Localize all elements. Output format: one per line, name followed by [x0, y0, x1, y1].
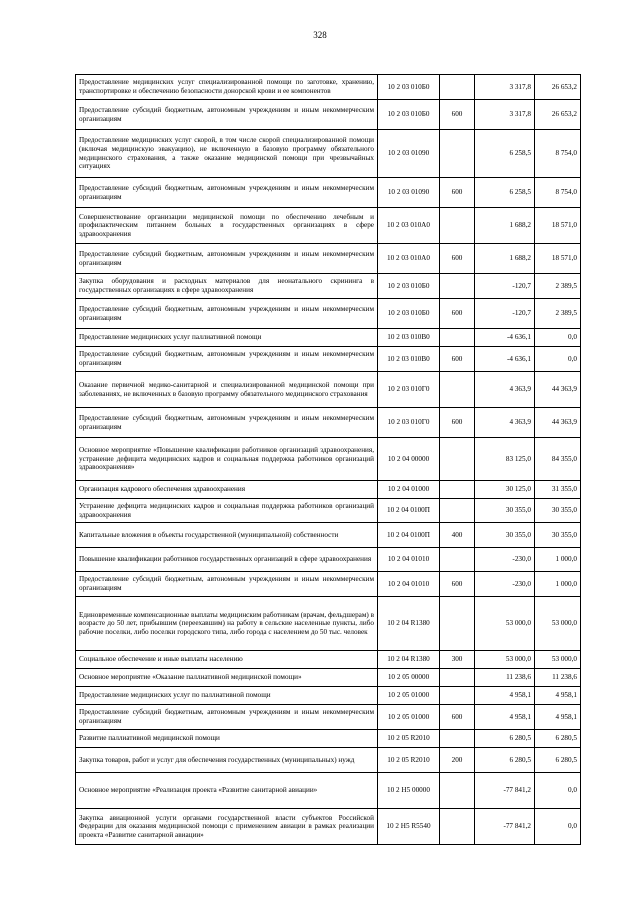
row-code-cell: 10 2 05 01000: [378, 705, 440, 730]
row-value1-cell: 83 125,0: [475, 438, 535, 481]
row-type-cell: 300: [440, 651, 475, 669]
table-row: [76, 299, 581, 329]
row-name-cell: Предоставление субсидий бюджетным, автономным учреждениям и иным некоммерческим организациям: [76, 244, 378, 274]
row-type-cell: [440, 730, 475, 748]
row-type-cell: [440, 773, 475, 809]
row-code-cell: 10 2 03 010В0: [378, 329, 440, 347]
row-type-cell: [440, 75, 475, 100]
table-row: [76, 572, 581, 597]
row-value2-cell: 18 571,0: [535, 208, 581, 244]
row-type-cell: 600: [440, 408, 475, 438]
row-value1-cell: 4 958,1: [475, 705, 535, 730]
row-code-cell: 10 2 05 R2010: [378, 748, 440, 773]
row-value2-cell: 44 363,9: [535, 372, 581, 408]
row-code-cell: 10 2 03 010Б0: [378, 299, 440, 329]
row-value2-cell: 84 355,0: [535, 438, 581, 481]
row-value1-cell: -4 636,1: [475, 347, 535, 372]
row-code-cell: 10 2 05 R2010: [378, 730, 440, 748]
row-name-cell: Развитие паллиативной медицинской помощи: [76, 730, 378, 748]
row-value1-cell: -120,7: [475, 274, 535, 299]
table-row: [76, 100, 581, 130]
table-row: [76, 669, 581, 687]
row-value2-cell: 2 389,5: [535, 274, 581, 299]
table-row: [76, 372, 581, 408]
row-value1-cell: 30 355,0: [475, 499, 535, 523]
table-row: [76, 481, 581, 499]
row-name-cell: Основное мероприятие «Реализация проекта «Развитие санитарной авиации»: [76, 773, 378, 809]
row-type-cell: 600: [440, 572, 475, 597]
row-code-cell: 10 2 Н5 R5540: [378, 809, 440, 845]
row-value1-cell: 6 258,5: [475, 130, 535, 178]
table-row: [76, 329, 581, 347]
row-type-cell: 600: [440, 178, 475, 208]
row-type-cell: 600: [440, 244, 475, 274]
row-code-cell: 10 2 04 00000: [378, 438, 440, 481]
row-name-cell: Повышение квалификации работников государственных организаций в сфере здравоохранения: [76, 548, 378, 572]
row-code-cell: 10 2 03 010Г0: [378, 408, 440, 438]
table-row: [76, 499, 581, 523]
row-value1-cell: 4 958,1: [475, 687, 535, 705]
row-code-cell: 10 2 03 010Б0: [378, 274, 440, 299]
table-row: [76, 687, 581, 705]
row-type-cell: [440, 274, 475, 299]
row-code-cell: 10 2 03 010В0: [378, 347, 440, 372]
row-value2-cell: 18 571,0: [535, 244, 581, 274]
row-value2-cell: 31 355,0: [535, 481, 581, 499]
page-number: 328: [313, 30, 327, 40]
row-value1-cell: 6 280,5: [475, 748, 535, 773]
row-type-cell: [440, 481, 475, 499]
row-type-cell: [440, 329, 475, 347]
row-code-cell: 10 2 03 010Б0: [378, 75, 440, 100]
row-type-cell: [440, 438, 475, 481]
row-value1-cell: 1 688,2: [475, 208, 535, 244]
row-code-cell: 10 2 04 01010: [378, 548, 440, 572]
row-type-cell: [440, 208, 475, 244]
row-value2-cell: 0,0: [535, 809, 581, 845]
row-name-cell: Предоставление субсидий бюджетным, автономным учреждениям и иным некоммерческим организациям: [76, 408, 378, 438]
row-value1-cell: -77 841,2: [475, 773, 535, 809]
row-code-cell: 10 2 03 010А0: [378, 244, 440, 274]
row-value1-cell: 30 355,0: [475, 523, 535, 548]
row-value1-cell: -4 636,1: [475, 329, 535, 347]
row-type-cell: 600: [440, 347, 475, 372]
row-value2-cell: 6 280,5: [535, 730, 581, 748]
budget-table: [75, 74, 581, 845]
row-type-cell: [440, 499, 475, 523]
row-type-cell: [440, 669, 475, 687]
row-type-cell: [440, 809, 475, 845]
row-value1-cell: -230,0: [475, 572, 535, 597]
row-type-cell: 400: [440, 523, 475, 548]
row-name-cell: Оказание первичной медико-санитарной и специализированной медицинской помощи при заболеваниях, не включенных в базовую программу обязательного медицинского страхования: [76, 372, 378, 408]
row-value1-cell: 3 317,8: [475, 100, 535, 130]
row-name-cell: Предоставление субсидий бюджетным, автономным учреждениям и иным некоммерческим организациям: [76, 178, 378, 208]
row-code-cell: 10 2 03 010А0: [378, 208, 440, 244]
table-row: [76, 523, 581, 548]
row-code-cell: 10 2 03 01090: [378, 130, 440, 178]
table-row: [76, 748, 581, 773]
row-value1-cell: 4 363,9: [475, 408, 535, 438]
row-code-cell: 10 2 04 R1380: [378, 597, 440, 651]
row-value2-cell: 0,0: [535, 347, 581, 372]
row-value2-cell: 26 653,2: [535, 100, 581, 130]
row-name-cell: Предоставление субсидий бюджетным, автономным учреждениям и иным некоммерческим организациям: [76, 705, 378, 730]
row-name-cell: Предоставление субсидий бюджетным, автономным учреждениям и иным некоммерческим организациям: [76, 100, 378, 130]
row-value1-cell: 53 000,0: [475, 597, 535, 651]
table-row: [76, 408, 581, 438]
row-name-cell: Предоставление медицинских услуг по паллиативной помощи: [76, 687, 378, 705]
row-name-cell: Социальное обеспечение и иные выплаты населению: [76, 651, 378, 669]
table-row: [76, 274, 581, 299]
row-value2-cell: 1 000,0: [535, 548, 581, 572]
row-value2-cell: 30 355,0: [535, 499, 581, 523]
row-name-cell: Предоставление субсидий бюджетным, автономным учреждениям и иным некоммерческим организациям: [76, 347, 378, 372]
row-value2-cell: 53 000,0: [535, 651, 581, 669]
row-name-cell: Капитальные вложения в объекты государственной (муниципальной) собственности: [76, 523, 378, 548]
table-row: [76, 178, 581, 208]
row-name-cell: Устранение дефицита медицинских кадров и социальная поддержка работников организаций здравоохранения: [76, 499, 378, 523]
row-name-cell: Совершенствование организации медицинской помощи по обеспечению лечебным и профилактическим питанием больных в государственных организациях в сфере здравоохранения: [76, 208, 378, 244]
row-value1-cell: 30 125,0: [475, 481, 535, 499]
row-value1-cell: 53 000,0: [475, 651, 535, 669]
row-value1-cell: 11 238,6: [475, 669, 535, 687]
row-value1-cell: -120,7: [475, 299, 535, 329]
budget-table-body: [76, 75, 581, 845]
row-value1-cell: 4 363,9: [475, 372, 535, 408]
row-name-cell: Предоставление медицинских услуг паллиативной помощи: [76, 329, 378, 347]
table-row: [76, 651, 581, 669]
row-value1-cell: 6 258,5: [475, 178, 535, 208]
row-value2-cell: 6 280,5: [535, 748, 581, 773]
row-name-cell: Предоставление субсидий бюджетным, автономным учреждениям и иным некоммерческим организациям: [76, 299, 378, 329]
row-code-cell: 10 2 03 010Б0: [378, 100, 440, 130]
row-name-cell: Основное мероприятие «Повышение квалификации работников организаций здравоохранения, устранение дефицита медицинских кадров и социальная поддержка работников организаций здравоохранения»: [76, 438, 378, 481]
table-row: [76, 597, 581, 651]
row-value1-cell: 3 317,8: [475, 75, 535, 100]
row-value1-cell: -77 841,2: [475, 809, 535, 845]
table-row: [76, 347, 581, 372]
row-type-cell: [440, 687, 475, 705]
row-value2-cell: 26 653,2: [535, 75, 581, 100]
row-code-cell: 10 2 04 0100П: [378, 523, 440, 548]
row-name-cell: Организация кадрового обеспечения здравоохранения: [76, 481, 378, 499]
table-row: [76, 438, 581, 481]
row-type-cell: 600: [440, 705, 475, 730]
table-row: [76, 548, 581, 572]
row-code-cell: 10 2 Н5 00000: [378, 773, 440, 809]
table-row: [76, 130, 581, 178]
table-row: [76, 809, 581, 845]
row-value2-cell: 30 355,0: [535, 523, 581, 548]
row-code-cell: 10 2 04 01010: [378, 572, 440, 597]
table-row: [76, 730, 581, 748]
row-code-cell: 10 2 03 01090: [378, 178, 440, 208]
row-type-cell: 600: [440, 299, 475, 329]
row-value2-cell: 8 754,0: [535, 178, 581, 208]
table-row: [76, 75, 581, 100]
row-value2-cell: 4 958,1: [535, 687, 581, 705]
row-name-cell: Предоставление субсидий бюджетным, автономным учреждениям и иным некоммерческим организациям: [76, 572, 378, 597]
row-name-cell: Единовременные компенсационные выплаты медицинским работникам (врачам, фельдшерам) в возрасте до 50 лет, прибывшим (переехавшим) на работу в сельские населенные пункты, либо рабочие поселки, либо поселки городского типа, либо города с населением до 50 тыс. человек: [76, 597, 378, 651]
row-type-cell: [440, 597, 475, 651]
row-code-cell: 10 2 05 00000: [378, 669, 440, 687]
row-type-cell: [440, 372, 475, 408]
row-value2-cell: 11 238,6: [535, 669, 581, 687]
row-type-cell: [440, 548, 475, 572]
row-code-cell: 10 2 04 0100П: [378, 499, 440, 523]
row-type-cell: 200: [440, 748, 475, 773]
row-value2-cell: 4 958,1: [535, 705, 581, 730]
row-name-cell: Закупка оборудования и расходных материалов для неонатального скрининга в государственных организациях в сфере здравоохранения: [76, 274, 378, 299]
table-row: [76, 773, 581, 809]
row-value2-cell: 1 000,0: [535, 572, 581, 597]
table-row: [76, 244, 581, 274]
row-value1-cell: 6 280,5: [475, 730, 535, 748]
row-value2-cell: 8 754,0: [535, 130, 581, 178]
row-name-cell: Предоставление медицинских услуг скорой, в том числе скорой специализированной помощи (включая медицинскую эвакуацию), не включенную в базовую программу обязательного медицинского страхования, а также оказание медицинской помощи при чрезвычайных ситуациях: [76, 130, 378, 178]
row-value1-cell: -230,0: [475, 548, 535, 572]
row-name-cell: Закупка товаров, работ и услуг для обеспечения государственных (муниципальных) нужд: [76, 748, 378, 773]
row-value2-cell: 0,0: [535, 329, 581, 347]
row-value2-cell: 0,0: [535, 773, 581, 809]
row-value2-cell: 2 389,5: [535, 299, 581, 329]
table-row: [76, 208, 581, 244]
row-type-cell: [440, 130, 475, 178]
row-value2-cell: 44 363,9: [535, 408, 581, 438]
row-code-cell: 10 2 03 010Г0: [378, 372, 440, 408]
row-code-cell: 10 2 04 01000: [378, 481, 440, 499]
row-value1-cell: 1 688,2: [475, 244, 535, 274]
row-code-cell: 10 2 04 R1380: [378, 651, 440, 669]
row-value2-cell: 53 000,0: [535, 597, 581, 651]
row-name-cell: Предоставление медицинских услуг специализированной помощи по заготовке, хранению, транспортировке и обеспечению безопасности донорской крови и ее компонентов: [76, 75, 378, 100]
row-name-cell: Основное мероприятие «Оказание паллиативной медицинской помощи»: [76, 669, 378, 687]
row-type-cell: 600: [440, 100, 475, 130]
row-name-cell: Закупка авиационной услуги органами государственной власти субъектов Российской Федерации для оказания медицинской помощи с применением авиации в рамках реализации проекта «Развитие санитарной авиации»: [76, 809, 378, 845]
row-code-cell: 10 2 05 01000: [378, 687, 440, 705]
table-row: [76, 705, 581, 730]
